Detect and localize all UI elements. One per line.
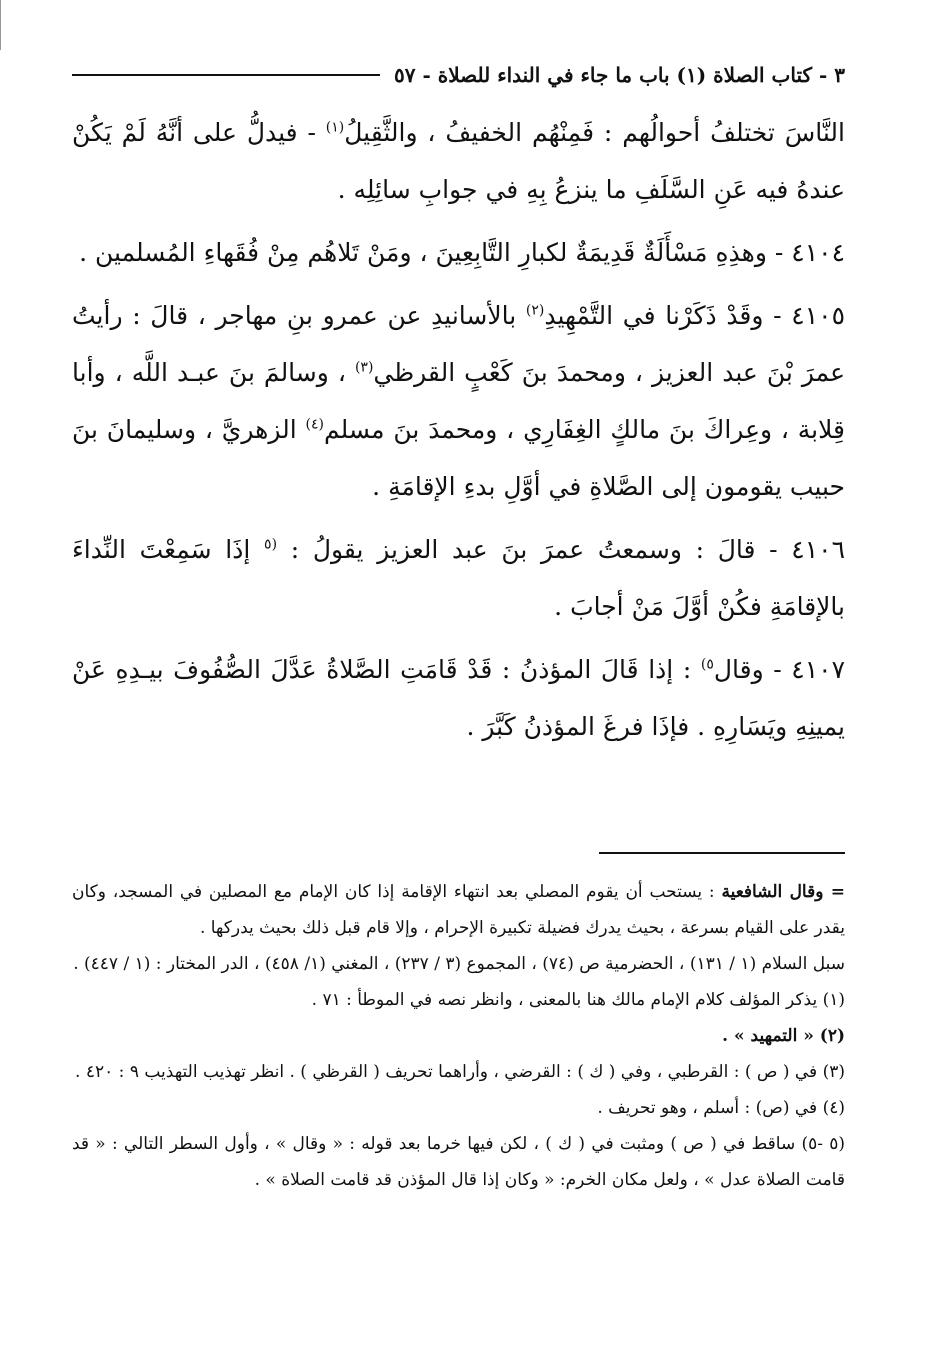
footnote-bold: (٢) « التمهيد » .: [722, 1026, 845, 1046]
paragraph-text: : إذا قَالَ المؤذنُ : قَدْ قَامَتِ الصَّلاةُ عَدَّلَ الصُّفُوفَ بيـدِهِ عَنْ يمينِهِ ويَسَارِهِ . فإذَا فرغَ المؤذنُ كَبَّرَ .: [72, 655, 845, 741]
footnote-ref: ٥): [700, 656, 714, 673]
paragraph-text: النَّاسَ تختلفُ أحوالُهم : فَمِنْهُم الخفيفُ ، والثَّقِيلُ: [344, 118, 845, 147]
paragraph-4106: [72, 521, 845, 635]
paragraph-4107: [72, 641, 845, 755]
paragraph-text: ٤١٠٥ - وقَدْ ذَكَرْنا في التَّمْهِيدِ: [544, 301, 845, 330]
footnote-ref: (٣): [354, 359, 374, 376]
running-header: [72, 58, 845, 92]
footnote-ref: (٤): [305, 416, 324, 433]
footnote-text: (٣) في ( ص ) : القرطبي ، وفي ( ك ) : القرضي ، وأراهما تحريف ( القرظي ) . انظر تهذيب التهذيب ٩ : ٤٢٠ .: [75, 1062, 845, 1082]
paragraph-text: إذَا سَمِعْتَ النِّداءَ بالإقامَةِ فكُنْ أوَّلَ مَنْ أجابَ .: [72, 535, 845, 621]
paragraph-continuation: [72, 104, 845, 218]
footnote-text: (٤) في (ص) : أسلم ، وهو تحريف .: [597, 1098, 845, 1118]
footnote-item: [72, 1054, 845, 1090]
paragraph-text: ٤١٠٦ - قالَ : وسمعتُ عمرَ بنَ عبد العزيز يقولُ :: [277, 535, 845, 564]
footnote-item: [72, 1126, 845, 1198]
header-rule: [72, 74, 380, 76]
main-text: [72, 104, 845, 761]
paragraph-4105: [72, 287, 845, 515]
footnote-text: (٥ -٥) ساقط في ( ص ) ومثبت في ( ك ) ، لكن فيها خرما بعد قوله : « وقال » ، وأول السطر التالي : « قد قامت الصلاة عدل » ، ولعل مكان الخرم: « وكان إذا قال المؤذن قد قامت الصلاة » .: [72, 1134, 845, 1190]
footnote-item: [72, 946, 845, 982]
footnote-ref: (١): [325, 119, 345, 136]
footnote-ref: (٥: [264, 536, 278, 553]
footnote-item: [72, 982, 845, 1018]
scan-edge-mark: [0, 0, 15, 50]
paragraph-text: ٤١٠٧ - وقال: [713, 655, 845, 684]
footnote-text: (١) يذكر المؤلف كلام الإمام مالك هنا بالمعنى ، وانظر نصه في الموطأ : ٧١ .: [311, 990, 845, 1010]
paragraph-text: الزهريَّ ، وسليمانَ بنَ حبيب يقومون إلى الصَّلاةِ في أوَّلِ بدءِ الإقامَةِ .: [72, 415, 845, 501]
footnote-item: [72, 874, 845, 946]
footnote-item: [72, 1018, 845, 1054]
running-title: ٣ - كتاب الصلاة (١) باب ما جاء في النداء للصلاة - ٥٧: [394, 63, 845, 87]
paragraph-text: - فيدلُّ على أنَّهُ لَمْ يَكُنْ عندهُ فيه عَنِ السَّلَفِ ما ينزعُ بِهِ في جوابِ سائِلِه .: [72, 118, 845, 204]
paragraph-4104: [72, 224, 845, 281]
footnote-item: [72, 1090, 845, 1126]
footnote-text: : يستحب أن يقوم المصلي بعد انتهاء الإقامة إذا كان الإمام مع المصلين في المسجد، وكان يقدر على القيام بسرعة ، بحيث يدرك فضيلة تكبيرة الإحرام ، وإلا قام قبل ذلك بحيث يدركها .: [72, 882, 845, 938]
paragraph-text: ٤١٠٤ - وهذِهِ مَسْأَلَةٌ قَدِيمَةٌ لكبارِ التَّابِعِينَ ، ومَنْ تَلاهُم مِنْ فُقَهاءِ المُسلمين .: [79, 238, 845, 267]
footnote-ref: (٢): [525, 302, 545, 319]
footnotes-section: [72, 874, 845, 1198]
paragraph-text: ، وسالمَ بنَ عبـد اللَّه ، وأبا قِلابة ، وعِراكَ بنَ مالكٍ الغِفَارِي ، ومحمدَ بنَ مسلم: [72, 358, 845, 444]
footnote-bold: = وقال الشافعية: [721, 882, 845, 902]
paragraph-text: بالأسانيدِ عن عمرو بنِ مهاجر ، قالَ : رأيتُ عمرَ بْنَ عبد العزيز ، ومحمدَ بنَ كَعْبٍ القرظي: [72, 301, 845, 387]
footnote-text: سبل السلام (١ / ١٣١) ، الحضرمية ص (٧٤) ، المجموع (٣ / ٢٣٧) ، المغني (١/ ٤٥٨) ، الدر المختار : (١ / ٤٤٧) .: [73, 954, 845, 974]
footnote-separator: [599, 852, 845, 854]
